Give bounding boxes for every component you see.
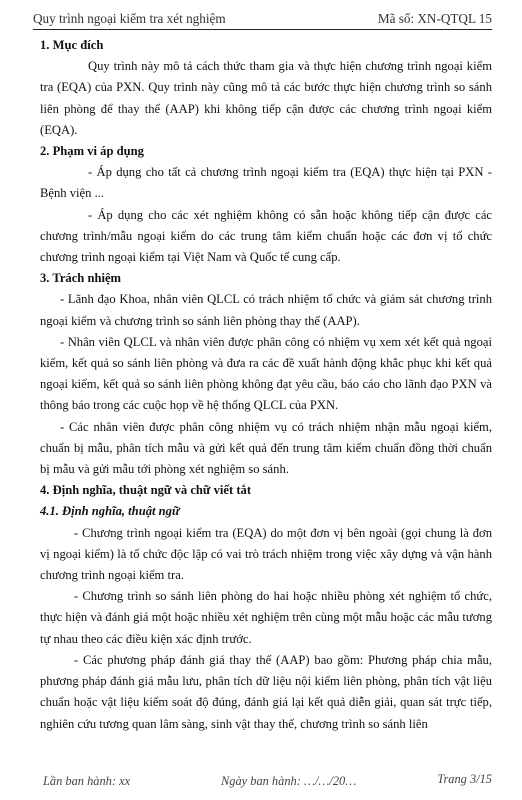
paragraph: - Áp dụng cho tất cả chương trình ngoại kiểm tra (EQA) thực hiện tại PXN - Bệnh viện ...: [40, 165, 492, 201]
section-heading: 4. Định nghĩa, thuật ngữ và chữ viết tắt: [40, 483, 252, 498]
paragraph: - Nhân viên QLCL và nhân viên được phân công có nhiệm vụ xem xét kết quả ngoại kiểm, kết quả so sánh liên phòng và đưa ra các đề xuất hành động khắc phục khi kết quả ngoại kiểm, kết quả so sánh liên phòng không đạt yêu cầu, báo cáo cho lãnh đạo PXN và thông báo trong các cuộc họp về hệ thống QLCL của PXN.: [40, 334, 492, 413]
section-heading: 1. Mục đích: [40, 38, 104, 52]
section-heading: 2. Phạm vi áp dụng: [40, 144, 144, 159]
paragraph: - Các nhân viên được phân công nhiệm vụ có trách nhiệm nhận mẫu ngoại kiểm, chuẩn bị mẫu, phân tích mẫu và gửi kết quả đến trung tâm kiểm chuẩn đồng thời chuẩn bị mẫu và gửi mẫu tới phòng xét nghiệm so sánh.: [40, 419, 492, 477]
paragraph: - Các phương pháp đánh giá thay thế (AAP) bao gồm: Phương pháp chia mẫu, phương pháp đánh giá mẫu lưu, phân tích dữ liệu nội kiểm liên phòng, phân tích vật liệu chuẩn hoặc vật liệu kiểm soát độ đúng, đánh giá lại kết quả diễn giải, quan sát trực tiếp, nghiên cứu tương quan lâm sàng, sinh vật thay thế, chương trình so sánh liên: [40, 652, 492, 731]
page-number: Trang 3/15: [437, 772, 492, 786]
subsection-heading: 4.1. Định nghĩa, thuật ngữ: [40, 504, 180, 519]
paragraph: - Áp dụng cho các xét nghiệm không có sẵn hoặc không tiếp cận được các chương trình/mẫu ngoại kiểm do các trung tâm kiểm chuẩn hoặc các đơn vị tổ chức chương trình ngoại kiểm tại Việt Nam và Quốc tế cung cấp.: [40, 207, 492, 265]
paragraph: Quy trình này mô tả cách thức tham gia và thực hiện chương trình ngoại kiểm tra (EQA) của PXN. Quy trình này cũng mô tả các bước thực hiện chương trình so sánh liên phòng để thay thế (AAP) khi không tiếp cận được các chương trình ngoại kiểm (EQA).: [40, 59, 492, 137]
paragraph: - Lãnh đạo Khoa, nhân viên QLCL có trách nhiệm tổ chức và giám sát chương trình ngoại kiểm và chương trình so sánh liên phòng thay thế (AAP).: [40, 292, 492, 328]
document-code: Mã số: XN-QTQL 15: [377, 11, 492, 26]
page-header: [33, 9, 492, 30]
issue-date: Ngày ban hành: …/…/20…: [221, 774, 357, 788]
paragraph: - Chương trình ngoại kiểm tra (EQA) do một đơn vị bên ngoài (gọi chung là đơn vị ngoại kiểm) là tổ chức độc lập có vai trò trách nhiệm trong việc xây dựng và vận hành chương trình ngoại kiểm tra.: [40, 525, 492, 583]
paragraph: - Chương trình so sánh liên phòng do hai hoặc nhiều phòng xét nghiệm tổ chức, thực hiện và đánh giá một hoặc nhiều xét nghiệm trên cùng một mẫu hoặc các mẫu tương tự nhau theo các điều kiện xác định trước.: [40, 589, 492, 646]
document-body: [40, 35, 492, 735]
section-heading: 3. Trách nhiệm: [40, 271, 122, 286]
issue-number: Lần ban hành: xx: [43, 774, 131, 788]
document-title: Quy trình ngoại kiểm tra xét nghiệm: [33, 11, 226, 26]
